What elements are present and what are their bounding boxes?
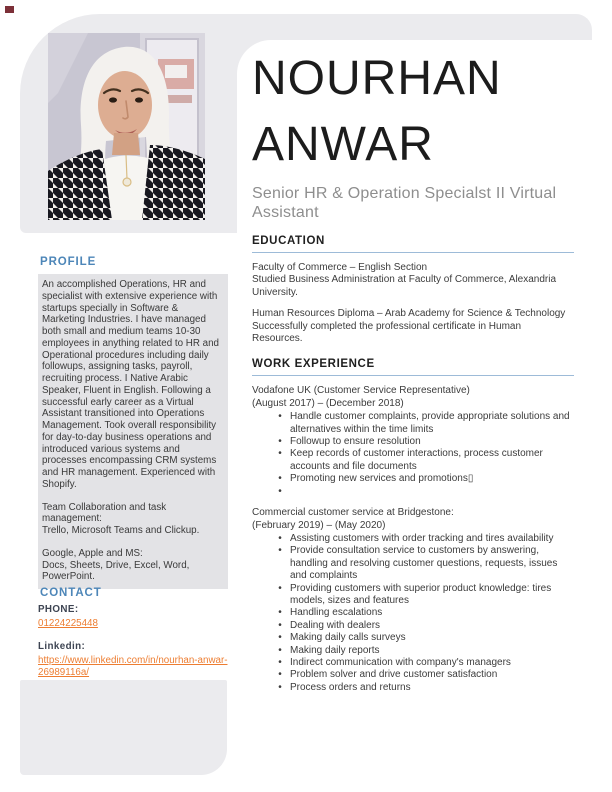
person-name-line2: ANWAR <box>252 118 434 171</box>
education-heading: EDUCATION <box>252 235 574 253</box>
profile-tools-text <box>42 502 223 537</box>
profile-photo <box>48 33 205 220</box>
phone-label: PHONE: <box>38 604 79 615</box>
job-title: Commercial customer service at Bridgestone: <box>252 507 454 519</box>
profile-heading: PROFILE <box>40 256 97 268</box>
bullet-item <box>252 682 574 694</box>
bullet-marker <box>270 657 290 669</box>
bullet-marker <box>270 533 290 545</box>
job-title-subtitle: Senior HR & Operation Specialst II Virtual Assistant <box>252 185 557 221</box>
bullet-marker <box>270 583 290 608</box>
work-experience-section <box>252 358 574 694</box>
bullet-item <box>252 620 574 632</box>
job-dates: (August 2017) – (December 2018) <box>252 397 404 409</box>
bullet-text: Process orders and returns <box>290 681 411 693</box>
bullet-item <box>252 533 574 545</box>
bullet-marker <box>270 473 290 485</box>
bullet-marker <box>270 620 290 632</box>
bullet-text: Promoting new services and promotions▯ <box>290 473 474 485</box>
bullet-item <box>252 436 574 448</box>
bullet-item <box>252 486 574 498</box>
linkedin-link[interactable]: https://www.linkedin.com/in/nourhan-anwar-26989116a/ <box>38 655 228 678</box>
job-bridgestone <box>252 507 574 694</box>
profile-apps-body: Docs, Sheets, Drive, Excel, Word, PowerPoint. <box>42 559 190 583</box>
bullet-item <box>252 669 574 681</box>
education-item <box>252 308 574 345</box>
education-item-desc: Studied Business Administration at Faculty of Commerce, Alexandria University. <box>252 274 557 298</box>
job-vodafone <box>252 385 574 498</box>
bullet-text: Followup to ensure resolution <box>290 436 421 448</box>
profile-apps-title: Google, Apple and MS: <box>42 547 143 559</box>
bullet-item <box>252 607 574 619</box>
person-name-line1: NOURHAN <box>252 52 502 105</box>
bullet-text: Making daily reports <box>290 644 380 656</box>
bullet-text <box>290 486 574 498</box>
bullet-marker <box>270 486 290 498</box>
contact-block <box>38 604 230 679</box>
job-title: Vodafone UK (Customer Service Representative) <box>252 385 470 397</box>
bullet-text: Handling escalations <box>290 607 383 619</box>
education-list <box>252 262 574 345</box>
profile-apps-text <box>42 548 223 583</box>
contact-heading: CONTACT <box>40 587 102 599</box>
bullet-marker <box>270 545 290 582</box>
main-column <box>252 46 574 694</box>
bullet-text: Making daily calls surveys <box>290 632 406 644</box>
bullet-text: Dealing with dealers <box>290 619 381 631</box>
bullet-item <box>252 411 574 436</box>
bullet-marker <box>270 682 290 694</box>
education-item <box>252 262 574 299</box>
bullet-item <box>252 545 574 582</box>
job-bullets <box>252 411 574 498</box>
work-experience-heading: WORK EXPERIENCE <box>252 358 574 376</box>
sidebar-bottom-shape <box>20 680 227 775</box>
bullet-text: Indirect communication with company's managers <box>290 656 511 668</box>
bullet-text: Provide consultation service to customers by answering, handling and resolving customer questions, requests, issues and complaints <box>290 545 558 582</box>
bullet-text: Handle customer complaints, provide appropriate solutions and alternatives within the time limits <box>290 411 570 435</box>
education-item-title: Faculty of Commerce – English Section <box>252 262 428 273</box>
profile-summary-box <box>38 274 228 589</box>
phone-link[interactable]: 01224225448 <box>38 618 98 629</box>
bullet-text: Keep records of customer interactions, process customer accounts and file documents <box>290 448 543 472</box>
corner-mark <box>5 6 14 13</box>
bullet-text: Assisting customers with order tracking and tires availability <box>290 532 554 544</box>
bullet-text: Providing customers with superior product knowledge: tires models, sizes and features <box>290 582 552 606</box>
bullet-text: Problem solver and drive customer satisfaction <box>290 669 498 681</box>
profile-summary-text: An accomplished Operations, HR and specialist with extensive experience with startups specially in Software & Marketing Industries. I have managed both small and medium teams 10-30 employees in anything related to HR and Operational procedures including daily followups, assigning tasks, payroll, recruiting process. I Native Arabic Speaker, Fluent in English. Following a successful early career as a Virtual Assistant transitioned into Operations Management. Took overall responsibility for day-to-day business operations and introduced various systems and processes encompassing CRM systems and HR management. Experienced with Shopify. <box>42 279 219 490</box>
profile-tools-body: Trello, Microsoft Teams and Clickup. <box>42 525 200 536</box>
bullet-item <box>252 583 574 608</box>
bullet-marker <box>270 411 290 436</box>
linkedin-label: Linkedin: <box>38 641 86 652</box>
person-name <box>252 46 574 178</box>
profile-tools-title: Team Collaboration and task management: <box>42 501 167 525</box>
bullet-item <box>252 632 574 644</box>
bullet-marker <box>270 632 290 644</box>
bullet-marker <box>270 448 290 473</box>
job-bullets <box>252 533 574 694</box>
bullet-marker <box>270 607 290 619</box>
bullet-item <box>252 657 574 669</box>
bullet-item <box>252 645 574 657</box>
bullet-marker <box>270 436 290 448</box>
bullet-item <box>252 473 574 485</box>
bullet-marker <box>270 669 290 681</box>
job-dates: (February 2019) – (May 2020) <box>252 519 386 531</box>
education-item-title: Human Resources Diploma – Arab Academy for Science & Technology <box>252 308 566 320</box>
portrait-illustration <box>48 33 205 220</box>
bullet-item <box>252 448 574 473</box>
bullet-marker <box>270 645 290 657</box>
education-item-desc: Successfully completed the professional certificate in Human Resources. <box>252 320 522 345</box>
education-section <box>252 235 574 345</box>
